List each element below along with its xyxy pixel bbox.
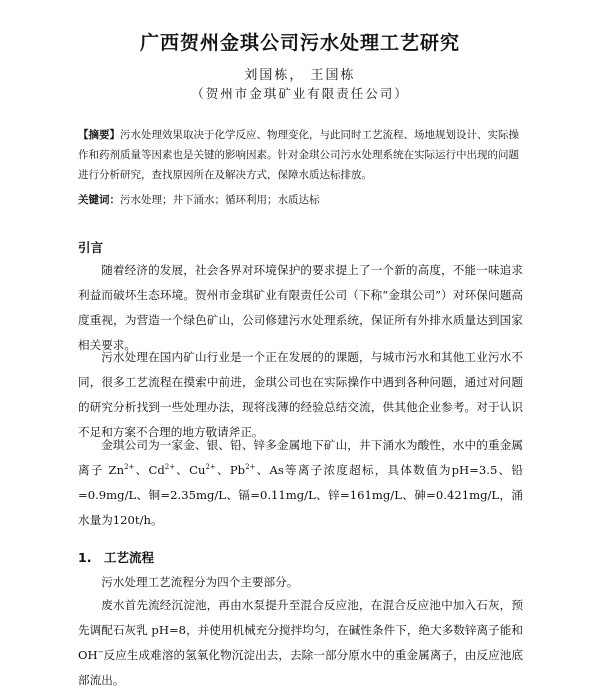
intro-paragraph-3 [78,433,523,533]
keywords-text: 污水处理；井下涌水；循环利用；水质达标 [120,194,320,206]
intro-paragraph-3-text-a: 金琪公司为一家金、银、铅、锌多金属地下矿山，井下涌水为酸性，水中的重金属离子 Zn [78,438,523,477]
ion-cd: Cd [148,463,165,477]
paper-affiliation: （贺州市金琪矿业有限责任公司） [191,86,409,101]
paper-authors: 刘国栋， 王国栋 [244,68,356,83]
ion-as: As [269,463,284,477]
keywords-label: 关键词： [78,194,120,206]
intro-paragraph-3-text-b: 等离子浓度超标，具体数值为pH=3.5、铅=0.9mg/L、铜=2.35mg/L、镉=0.11mg/L、锌=161mg/L、砷=0.421mg/L，涌水量为120t/h。 [78,463,523,527]
ion-charge: 2+ [164,463,176,472]
ion-cu: Cu [189,463,206,477]
intro-paragraph-2: 污水处理在国内矿山行业是一个正在发展的的课题，与城市污水和其他工业污水不同，很多工艺流程在摸索中前进，金琪公司也在实际操作中遇到各种问题，通过对问题的研究分析找到一些处理办法，现将浅薄的经验总结交流，供其他企业参考。对于认识不足和方案不合理的地方敬请斧正。 [78,350,523,439]
paper-title: 广西贺州金琪公司污水处理工艺研究 [139,32,460,54]
ion-charge: 2+ [124,463,135,472]
abstract-label: 【摘要】 [78,129,120,141]
section-1-heading: 1. 工艺流程 [78,550,154,565]
ion-charge: 2+ [245,463,256,472]
keywords [78,190,523,210]
abstract-text: 污水处理效果取决于化学反应、物理变化，与此同时工艺流程、场地规划设计、实际操作和药剂质量等因素也是关键的影响因素。针对金琪公司污水处理系统在实际运行中出现的问题进行分析研究，查找原因所在及解决方式，保障水质达标排放。 [78,129,519,181]
ion-separator: 、 [255,463,270,477]
ion-charge: 2+ [205,463,216,472]
section-1-paragraph-1: 污水处理工艺流程分为四个主要部分。 [101,575,299,589]
intro-heading: 引言 [78,240,104,255]
section-1-paragraph-2 [78,593,523,693]
section-1-paragraph-2-text-b: 反应生成难溶的氢氧化物沉淀出去，去除一部分原水中的重金属离子，由反应池底部流出。 [78,648,523,687]
ion-separator: 、 [134,463,149,477]
ion-separator: 、 [175,463,190,477]
ion-pb: Pb [229,463,246,477]
ion-separator: 、 [215,463,230,477]
abstract [78,125,523,185]
intro-paragraph-1: 随着经济的发展，社会各界对环境保护的要求提上了一个新的高度，不能一味追求利益而破坏生态环境。贺州市金琪矿业有限责任公司（下称“金琪公司”）对环保问题高度重视，为营造一个绿色矿山，公司修建污水处理系统，保证所有外排水质量达到国家相关要求。 [78,263,523,352]
hydroxide-charge: − [97,648,104,657]
section-1-paragraph-2-text-a: 废水首先流经沉淀池，再由水泵提升至混合反应池，在混合反应池中加入石灰，预先调配石灰乳 pH=8，并使用机械充分搅拌均匀，在碱性条件下，绝大多数锌离子能和 OH [78,598,523,662]
